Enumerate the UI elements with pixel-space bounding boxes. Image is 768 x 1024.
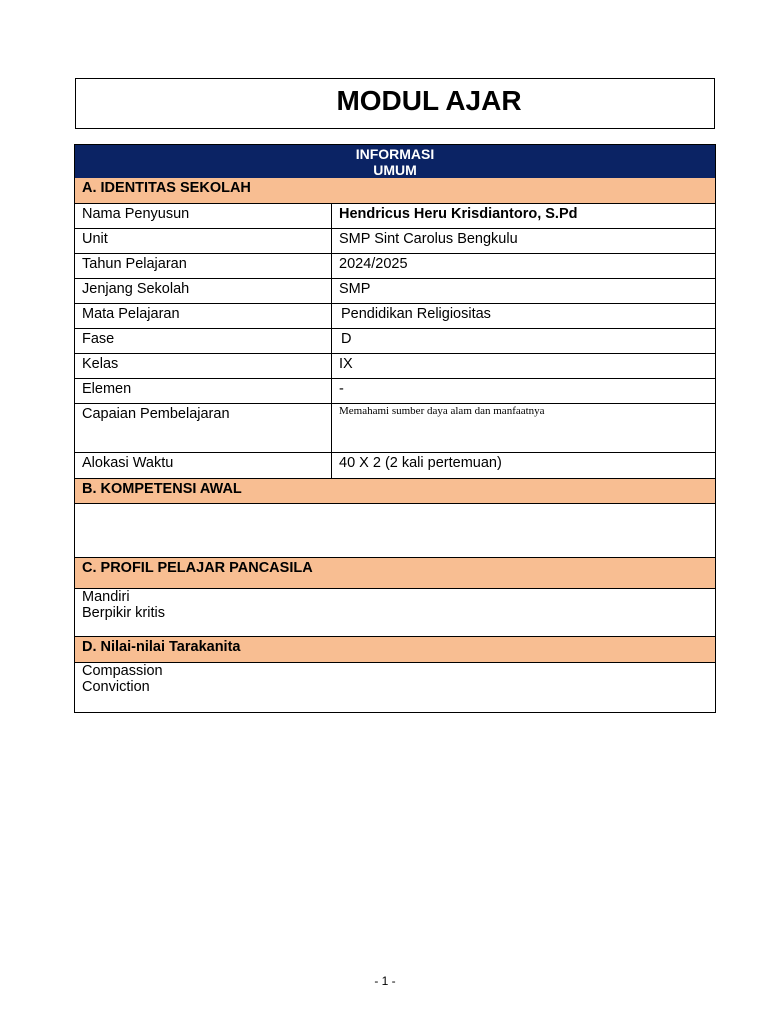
table-row: [75, 403, 715, 452]
header-line-1: INFORMASI: [355, 146, 435, 162]
list-item: Mandiri: [82, 589, 130, 605]
row-label: Kelas: [75, 354, 332, 378]
row-value: IX: [339, 356, 353, 372]
page-number: - 1 -: [374, 974, 396, 988]
row-label: Elemen: [75, 379, 332, 403]
row-value: Pendidikan Religiositas: [341, 306, 491, 322]
table-header: [75, 145, 715, 178]
row-value: SMP Sint Carolus Bengkulu: [339, 231, 518, 247]
header-line-2: UMUM: [373, 162, 417, 178]
title-box: [75, 78, 715, 129]
info-table: [74, 144, 716, 713]
table-row: [75, 253, 715, 278]
row-label: Tahun Pelajaran: [75, 254, 332, 278]
row-label: Fase: [75, 329, 332, 353]
table-row: [75, 228, 715, 253]
table-row: [75, 203, 715, 228]
table-row: [75, 303, 715, 328]
row-value: D: [341, 331, 352, 347]
list-item: Conviction: [82, 679, 150, 695]
row-label: Unit: [75, 229, 332, 253]
nilai-content: [75, 662, 715, 712]
table-row: [75, 328, 715, 353]
row-value: 40 X 2 (2 kali pertemuan): [339, 455, 502, 471]
row-label: Mata Pelajaran: [75, 304, 332, 328]
kompetensi-awal-content: [75, 503, 715, 557]
section-b-heading: B. KOMPETENSI AWAL: [75, 478, 715, 503]
section-c-heading: C. PROFIL PELAJAR PANCASILA: [75, 557, 715, 588]
row-value: -: [339, 381, 344, 397]
table-row: [75, 353, 715, 378]
row-label: Jenjang Sekolah: [75, 279, 332, 303]
row-value: SMP: [339, 281, 371, 297]
row-value: Memahami sumber daya alam dan manfaatnya: [339, 405, 545, 417]
row-label: Alokasi Waktu: [75, 453, 332, 478]
row-label: Nama Penyusun: [75, 204, 332, 228]
table-row: [75, 378, 715, 403]
section-a-heading: A. IDENTITAS SEKOLAH: [75, 178, 715, 203]
list-item: Berpikir kritis: [82, 605, 165, 621]
row-value: Hendricus Heru Krisdiantoro, S.Pd: [339, 206, 578, 222]
document-title: MODUL AJAR: [336, 85, 522, 116]
section-d-heading: D. Nilai-nilai Tarakanita: [75, 636, 715, 662]
row-value: 2024/2025: [339, 256, 408, 272]
row-label: Capaian Pembelajaran: [75, 404, 332, 452]
table-row: [75, 452, 715, 478]
list-item: Compassion: [82, 663, 163, 679]
table-row: [75, 278, 715, 303]
profil-content: [75, 588, 715, 636]
